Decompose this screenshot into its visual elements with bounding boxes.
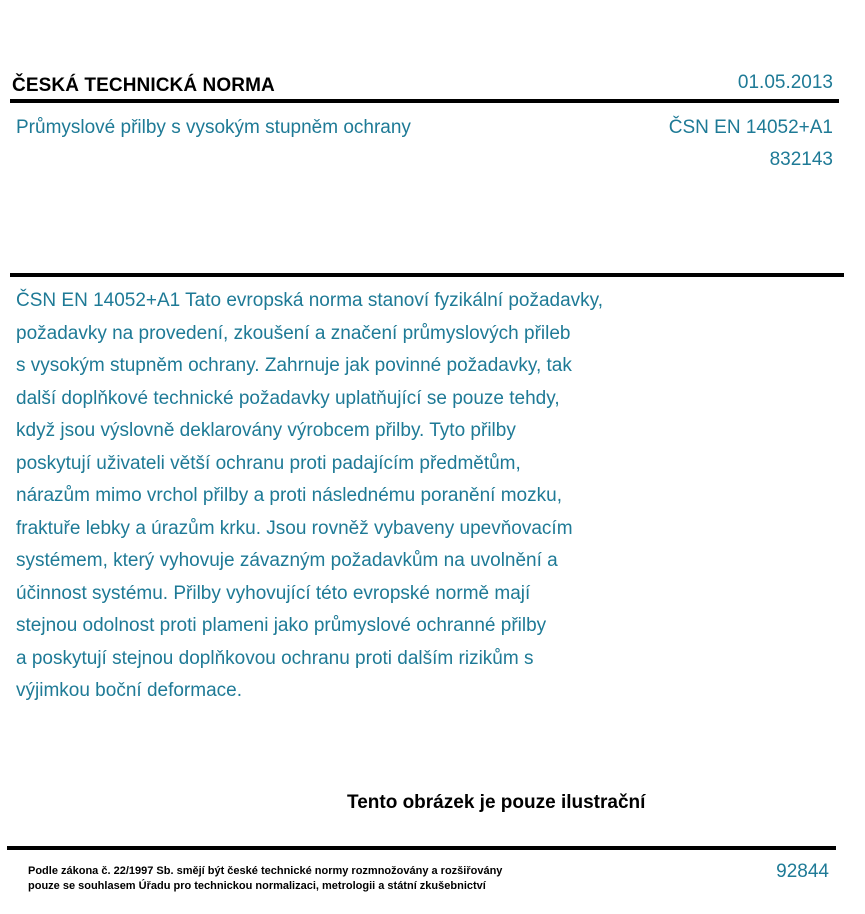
legal-notice [28,864,502,893]
abstract-line: požadavky na provedení, zkoušení a značení průmyslových přileb [16,322,571,344]
standard-code: ČSN EN 14052+A1 [668,117,833,138]
abstract-line: další doplňkové technické požadavky uplatňující se pouze tehdy, [16,387,560,409]
abstract-line: účinnost systému. Přilby vyhovující této evropské normě mají [16,582,531,604]
standard-title: Průmyslové přilby s vysokým stupněm ochrany [16,117,411,138]
footer-divider [7,846,836,850]
classification-code: 832143 [769,149,833,170]
abstract-line: když jsou výslovně deklarovány výrobcem přilby. Tyto přilby [16,420,516,441]
illustration-disclaimer: Tento obrázek je pouze ilustrační [347,792,646,813]
abstract-line: nárazům mimo vrchol přilby a proti následnému poranění mozku, [16,485,562,506]
legal-notice-line: pouze se souhlasem Úřadu pro technickou normalizaci, metrologii a státní zkušebnictví [28,879,486,892]
abstract-line: stejnou odolnost proti plameni jako průmyslové ochranné přilby [16,615,547,636]
abstract-line: systémem, který vyhovuje závazným požadavkům na uvolnění a [16,550,558,571]
standard-type-label: ČESKÁ TECHNICKÁ NORMA [12,75,275,96]
abstract-line: ČSN EN 14052+A1 Tato evropská norma stanoví fyzikální požadavky, [16,290,604,311]
legal-notice-line: Podle zákona č. 22/1997 Sb. smějí být české technické normy rozmnožovány a rozšiřovány [28,865,503,877]
abstract-line: fraktuře lebky a úrazům krku. Jsou rovněž vybaveny upevňovacím [16,517,573,539]
section-divider [10,273,844,277]
header-divider [10,99,839,103]
abstract-text [16,285,716,708]
abstract-line: poskytují uživateli větší ochranu proti padajícím předmětům, [16,452,521,474]
abstract-line: výjimkou boční deformace. [16,680,242,701]
publication-date: 01.05.2013 [737,72,833,93]
document-number: 92844 [776,861,829,882]
abstract-line: s vysokým stupněm ochrany. Zahrnuje jak povinné požadavky, tak [16,355,572,376]
abstract-line: a poskytují stejnou doplňkovou ochranu proti dalším rizikům s [16,647,534,669]
